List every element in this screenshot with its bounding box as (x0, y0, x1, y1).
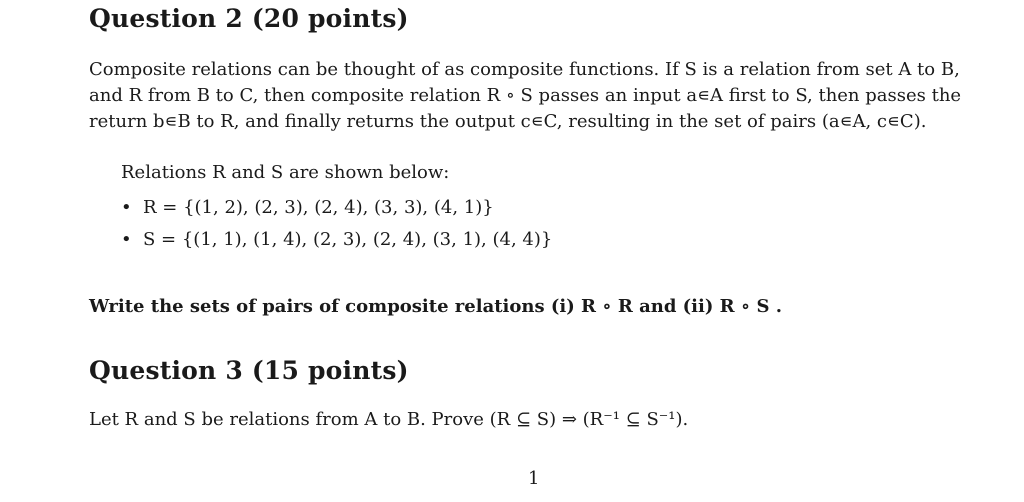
relation-s-item (121, 224, 552, 256)
relations-intro: Relations R and S are shown below: (121, 162, 450, 183)
intro-line-2: and R from B to C, then composite relation R ∘ S passes an input a∊A first to S, then passes the (89, 85, 962, 106)
page-number: 1 (528, 468, 540, 489)
question-2-intro (89, 57, 989, 135)
bullet-icon: • (121, 229, 132, 250)
bullet-icon: • (121, 197, 132, 218)
relation-s: S = {(1, 1), (1, 4), (2, 3), (2, 4), (3, 1), (4, 4)} (143, 229, 553, 250)
intro-line-3: return b∊B to R, and finally returns the output c∊C, resulting in the set of pairs (a∊A, c∊C). (89, 111, 927, 132)
question-2-heading: Question 2 (20 points) (89, 4, 409, 33)
relation-r-item (121, 192, 552, 224)
relations-block (121, 160, 552, 256)
relation-r: R = {(1, 2), (2, 3), (2, 4), (3, 3), (4, 1)} (143, 197, 494, 218)
question-3-heading: Question 3 (15 points) (89, 356, 409, 385)
intro-line-1: Composite relations can be thought of as composite functions. If S is a relation from set A to B, (89, 59, 960, 80)
relations-list (121, 192, 552, 256)
question-2-task: Write the sets of pairs of composite relations (i) R ∘ R and (ii) R ∘ S . (89, 296, 782, 317)
question-3-text: Let R and S be relations from A to B. Prove (R ⊆ S) ⇒ (R⁻¹ ⊆ S⁻¹). (89, 409, 689, 430)
